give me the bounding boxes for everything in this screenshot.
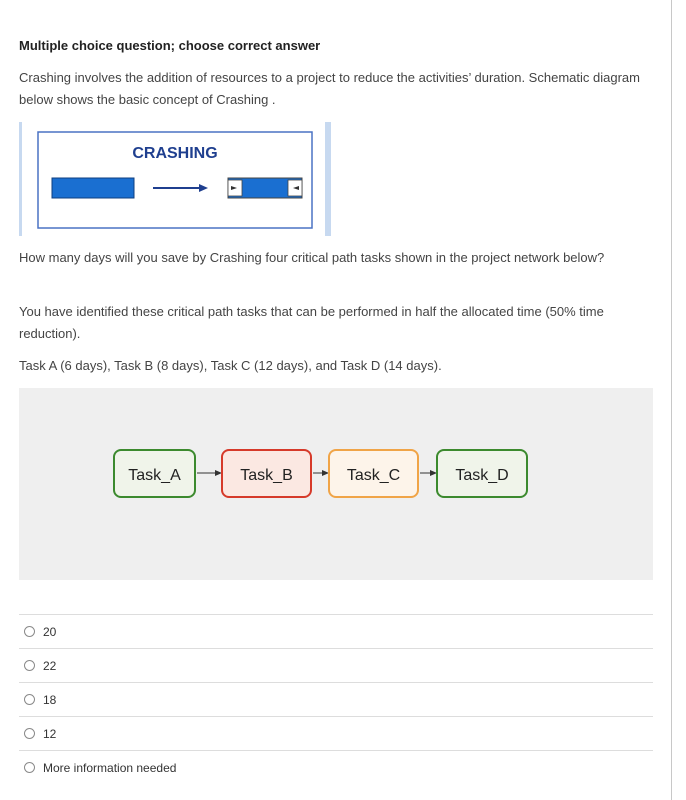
- edge-b-c-arrow-icon: [322, 470, 329, 476]
- question-context: You have identified these critical path tasks that can be performed in half the allocated time (50% time reduction).: [19, 304, 604, 341]
- answer-options: [19, 614, 653, 784]
- answer-option-12[interactable]: [19, 717, 653, 751]
- answer-option-20[interactable]: [19, 615, 653, 649]
- task-node-c: [329, 450, 418, 497]
- page-right-border: [671, 0, 672, 800]
- radio-button-icon[interactable]: [24, 694, 35, 705]
- task-node-b-label: Task_B: [240, 467, 293, 484]
- answer-option-label: 18: [43, 692, 57, 707]
- task-node-a: [114, 450, 195, 497]
- answer-option-label: More information needed: [43, 760, 177, 775]
- answer-option-label: 22: [43, 658, 57, 673]
- task-node-d: [437, 450, 527, 497]
- task-node-a-label: Task_A: [128, 467, 181, 484]
- crashing-title: CRASHING: [132, 145, 218, 162]
- question-heading: Multiple choice question; choose correct answer: [19, 38, 321, 53]
- radio-button-icon[interactable]: [24, 660, 35, 671]
- answer-option-22[interactable]: [19, 649, 653, 683]
- question-intro: Crashing involves the addition of resources to a project to reduce the activities’ duration. Schematic diagram below shows the basic concept of Crashing .: [19, 70, 640, 107]
- crashing-right-side-bar: [325, 122, 331, 236]
- crashing-original-bar: [52, 178, 134, 198]
- edge-c-d-arrow-icon: [430, 470, 437, 476]
- task-node-b: [222, 450, 311, 497]
- crashing-left-side-bar: [19, 122, 22, 236]
- project-network-diagram: [19, 388, 653, 580]
- question-prompt: How many days will you save by Crashing four critical path tasks shown in the project network below?: [19, 250, 605, 265]
- radio-button-icon[interactable]: [24, 762, 35, 773]
- crashing-schematic-image: [19, 122, 331, 236]
- answer-option-label: 20: [43, 624, 57, 639]
- task-node-d-label: Task_D: [455, 467, 509, 484]
- radio-button-icon[interactable]: [24, 728, 35, 739]
- question-tasks-line: Task A (6 days), Task B (8 days), Task C (12 days), and Task D (14 days).: [19, 358, 442, 373]
- task-node-c-label: Task_C: [346, 467, 401, 484]
- answer-option-18[interactable]: [19, 683, 653, 717]
- answer-option-more-info[interactable]: [19, 751, 653, 784]
- answer-option-label: 12: [43, 726, 57, 741]
- radio-button-icon[interactable]: [24, 626, 35, 637]
- edge-a-b-arrow-icon: [215, 470, 222, 476]
